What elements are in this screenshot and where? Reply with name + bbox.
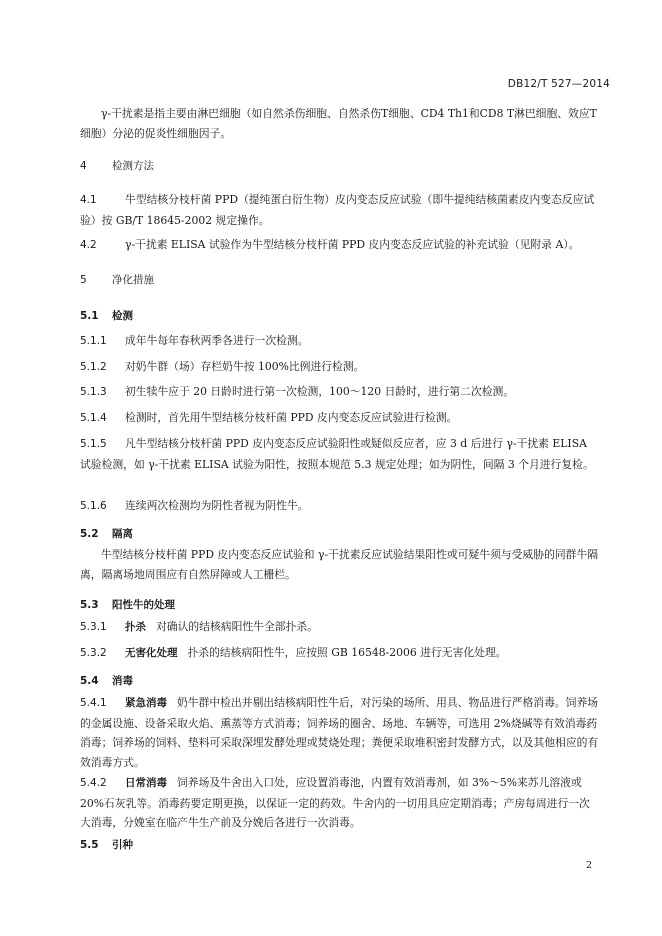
clause-text: 凡牛型结核分枝杆菌 PPD 皮内变态反应试验阳性或疑似反应者，应 3 d 后进行 γ-干扰素 ELISA 试验检测，如 γ-干扰素 ELISA 试验为阳性，按照本规范 5.3 规定处理；如为阴性，间隔 3 个月进行复检。 [80,437,594,471]
clause-number: 5.1.2 [80,361,107,373]
clause-number: 5.1.3 [80,386,107,398]
section-title: 消毒 [112,675,133,687]
section-number: 5.1 [80,310,99,322]
clause-5-2-text: 牛型结核分枝杆菌 PPD 皮内变态反应试验和 γ-干扰素反应试验结果阳性或可疑牛须与受威胁的同群牛隔离，隔离场地周围应有自然屏障或人工栅栏。 [80,548,599,581]
section-number: 5.2 [80,528,99,540]
clause-text: 成年牛每年春秋两季各进行一次检测。 [125,334,309,347]
section-title: 检测方法 [112,160,154,172]
clause-text: 连续两次检测均为阴性者视为阴性牛。 [125,499,309,512]
clause-5-1-5 [80,434,600,474]
clause-label: 无害化处理 [125,647,178,659]
clause-number: 5.3.1 [80,621,107,633]
clause-text: 奶牛群中检出并剔出结核病阳性牛后，对污染的场所、用具、物品进行严格消毒。饲养场的金属设施、设备采取火焰、熏蒸等方式消毒；饲养场的圈舍、场地、车辆等，可选用 2%烧碱等有效消毒药消毒；饲养场的饲料、垫料可采取深埋发酵处理或焚烧处理；粪便采取堆积密封发酵方式，以及其他相应的有效消毒方式。 [80,696,599,769]
clause-text: 初生犊牛应于 20 日龄时进行第一次检测，100～120 日龄时，进行第二次检测。 [125,385,515,398]
clause-5-1-2 [80,357,600,378]
section-5-1-heading [80,308,133,323]
section-5-2-heading [80,526,133,541]
clause-number: 5.1.1 [80,335,107,347]
section-number: 5.4 [80,675,99,687]
clause-5-3-2 [80,643,600,664]
clause-5-1-4 [80,408,600,429]
clause-number: 4.2 [80,239,97,251]
clause-label: 扑杀 [125,621,146,633]
clause-text: 饲养场及牛舍出入口处，应设置消毒池，内置有效消毒剂，如 3%～5%来苏儿溶液或 20%石灰乳等。消毒药要定期更换，以保证一定的药效。牛舍内的一切用具应定期消毒；产房每周进行一次大消毒，分娩室在临产牛生产前及分娩后各进行一次消毒。 [80,776,590,829]
clause-number: 5.1.4 [80,412,107,424]
section-5-4-heading [80,673,133,688]
clause-5-1-1 [80,331,600,352]
section-number: 5 [80,274,87,286]
section-number: 5.3 [80,599,99,611]
section-5-heading [80,272,154,287]
section-title: 检测 [112,310,133,322]
section-number: 4 [80,160,87,172]
clause-5-4-2 [80,773,600,833]
clause-text: 牛型结核分枝杆菌 PPD（提纯蛋白衍生物）皮内变态反应试验（即牛提纯结核菌素皮内变态反应试验）按 GB/T 18645-2002 规定操作。 [80,193,595,227]
section-number: 5.5 [80,839,99,851]
section-4-heading [80,158,154,173]
clause-text: 检测时，首先用牛型结核分枝杆菌 PPD 皮内变态反应试验进行检测。 [125,411,458,424]
section-title: 隔离 [112,528,133,540]
clause-5-1-3 [80,382,600,403]
clause-5-4-1 [80,693,600,772]
clause-5-3-1 [80,617,600,638]
clause-text: 对奶牛群（场）存栏奶牛按 100%比例进行检测。 [125,360,365,373]
document-code-header: DB12/T 527—2014 [507,78,610,90]
clause-text: γ-干扰素 ELISA 试验作为牛型结核分枝杆菌 PPD 皮内变态反应试验的补充试验（见附录 A）。 [125,238,580,251]
clause-label: 日常消毒 [125,777,167,789]
clause-number: 5.1.6 [80,500,107,512]
clause-number: 5.4.1 [80,697,107,709]
clause-number: 5.4.2 [80,777,107,789]
section-5-3-heading [80,597,175,612]
clause-4-2 [80,235,600,256]
clause-number: 5.3.2 [80,647,107,659]
clause-label: 紧急消毒 [125,697,167,709]
clause-text: 对确认的结核病阳性牛全部扑杀。 [156,620,318,633]
clause-number: 4.1 [80,194,97,206]
section-title: 阳性牛的处理 [112,599,175,611]
clause-number: 5.1.5 [80,438,107,450]
page-number: 2 [585,860,592,871]
clause-4-1 [80,190,600,230]
intro-paragraph: γ-干扰素是指主要由淋巴细胞（如自然杀伤细胞、自然杀伤T细胞、CD4 Th1和CD8 T淋巴细胞、效应T细胞）分泌的促炎性细胞因子。 [80,107,597,140]
section-title: 引种 [112,839,133,851]
clause-5-1-6 [80,496,600,517]
section-5-5-heading [80,837,133,852]
clause-text: 扑杀的结核病阳性牛，应按照 GB 16548-2006 进行无害化处理。 [187,646,507,659]
section-title: 净化措施 [112,274,154,286]
